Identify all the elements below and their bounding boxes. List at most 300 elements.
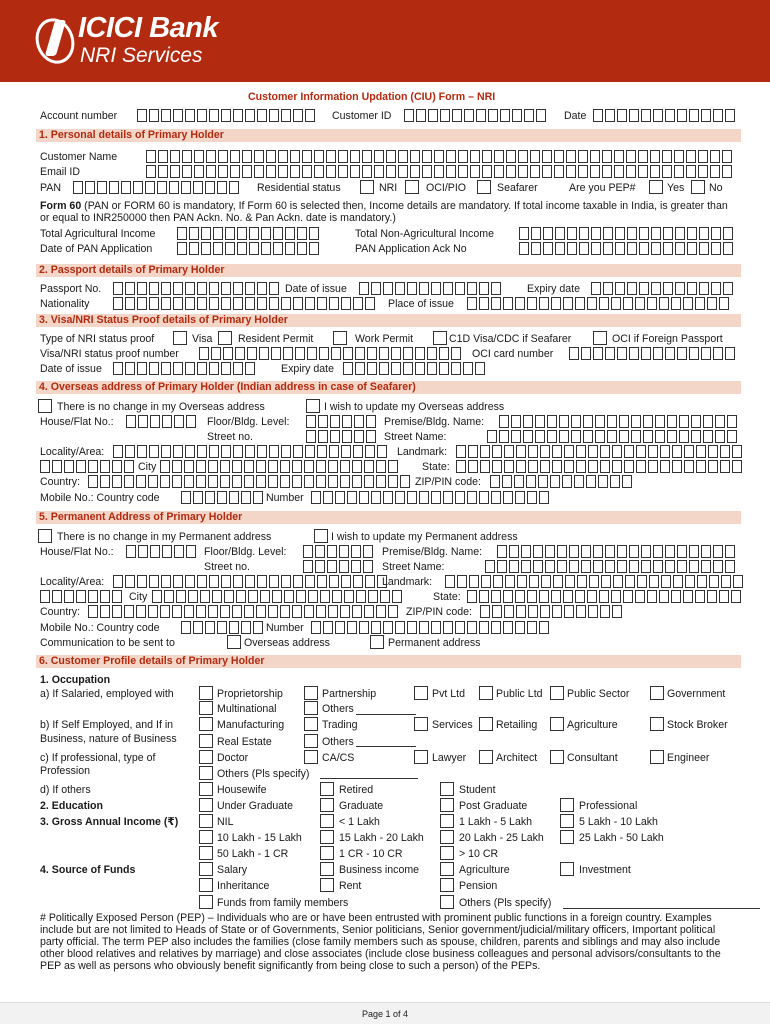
char-box[interactable] (699, 227, 709, 240)
char-box[interactable] (659, 297, 669, 310)
char-box[interactable] (197, 109, 207, 122)
char-box[interactable] (470, 165, 480, 178)
char-box[interactable] (605, 545, 615, 558)
char-box[interactable] (88, 460, 98, 473)
char-box[interactable] (125, 362, 135, 375)
char-box[interactable] (562, 475, 572, 488)
char-box[interactable] (221, 445, 231, 458)
char-box[interactable] (575, 590, 585, 603)
housewife-checkbox[interactable] (199, 782, 213, 796)
os-city-boxes[interactable] (160, 460, 400, 473)
income-15-20-checkbox[interactable] (320, 830, 334, 844)
char-box[interactable] (256, 475, 266, 488)
char-box[interactable] (152, 590, 162, 603)
char-box[interactable] (581, 545, 591, 558)
char-box[interactable] (565, 575, 575, 588)
char-box[interactable] (161, 282, 171, 295)
multinational-checkbox[interactable] (199, 701, 213, 715)
char-box[interactable] (292, 605, 302, 618)
char-box[interactable] (527, 621, 537, 634)
char-box[interactable] (160, 605, 170, 618)
char-box[interactable] (431, 282, 441, 295)
char-box[interactable] (327, 560, 337, 573)
char-box[interactable] (528, 445, 538, 458)
char-box[interactable] (727, 415, 737, 428)
char-box[interactable] (479, 621, 489, 634)
char-box[interactable] (193, 181, 203, 194)
char-box[interactable] (691, 430, 701, 443)
char-box[interactable] (257, 297, 267, 310)
char-box[interactable] (663, 282, 673, 295)
char-box[interactable] (395, 282, 405, 295)
char-box[interactable] (721, 575, 731, 588)
os-premise-boxes[interactable] (499, 415, 739, 428)
char-box[interactable] (602, 150, 612, 163)
char-box[interactable] (371, 491, 381, 504)
professional-edu-checkbox[interactable] (560, 798, 574, 812)
char-box[interactable] (455, 621, 465, 634)
char-box[interactable] (677, 109, 687, 122)
char-box[interactable] (186, 415, 196, 428)
char-box[interactable] (347, 491, 357, 504)
char-box[interactable] (169, 181, 179, 194)
char-box[interactable] (491, 590, 501, 603)
char-box[interactable] (650, 150, 660, 163)
char-box[interactable] (504, 605, 514, 618)
pm-floor-boxes[interactable] (303, 545, 375, 558)
char-box[interactable] (672, 460, 682, 473)
visa-expiry-boxes[interactable] (343, 362, 487, 375)
os-state-boxes[interactable] (456, 460, 744, 473)
char-box[interactable] (309, 242, 319, 255)
char-box[interactable] (617, 347, 627, 360)
char-box[interactable] (554, 150, 564, 163)
char-box[interactable] (331, 347, 341, 360)
char-box[interactable] (467, 282, 477, 295)
char-box[interactable] (536, 109, 546, 122)
char-box[interactable] (647, 590, 657, 603)
char-box[interactable] (629, 347, 639, 360)
char-box[interactable] (732, 460, 742, 473)
char-box[interactable] (244, 460, 254, 473)
char-box[interactable] (480, 605, 490, 618)
char-box[interactable] (687, 227, 697, 240)
char-box[interactable] (523, 415, 533, 428)
rent-checkbox[interactable] (320, 878, 334, 892)
char-box[interactable] (158, 150, 168, 163)
char-box[interactable] (443, 621, 453, 634)
char-box[interactable] (197, 282, 207, 295)
char-box[interactable] (720, 460, 730, 473)
char-box[interactable] (723, 227, 733, 240)
char-box[interactable] (366, 415, 376, 428)
customer-id-boxes[interactable] (404, 109, 548, 122)
char-box[interactable] (161, 445, 171, 458)
char-box[interactable] (533, 545, 543, 558)
char-box[interactable] (506, 150, 516, 163)
char-box[interactable] (242, 150, 252, 163)
char-box[interactable] (567, 227, 577, 240)
char-box[interactable] (311, 491, 321, 504)
char-box[interactable] (403, 362, 413, 375)
char-box[interactable] (137, 575, 147, 588)
char-box[interactable] (667, 430, 677, 443)
char-box[interactable] (530, 150, 540, 163)
char-box[interactable] (464, 109, 474, 122)
char-box[interactable] (323, 621, 333, 634)
char-box[interactable] (367, 347, 377, 360)
char-box[interactable] (268, 475, 278, 488)
char-box[interactable] (439, 362, 449, 375)
char-box[interactable] (675, 282, 685, 295)
student-checkbox[interactable] (440, 782, 454, 796)
char-box[interactable] (76, 590, 86, 603)
char-box[interactable] (339, 545, 349, 558)
char-box[interactable] (209, 109, 219, 122)
char-box[interactable] (269, 282, 279, 295)
char-box[interactable] (364, 460, 374, 473)
char-box[interactable] (677, 347, 687, 360)
char-box[interactable] (395, 621, 405, 634)
pm-premise-boxes[interactable] (497, 545, 737, 558)
char-box[interactable] (588, 605, 598, 618)
char-box[interactable] (403, 347, 413, 360)
char-box[interactable] (623, 297, 633, 310)
char-box[interactable] (242, 165, 252, 178)
char-box[interactable] (146, 165, 156, 178)
char-box[interactable] (335, 621, 345, 634)
pan-application-date-boxes[interactable] (177, 242, 321, 255)
char-box[interactable] (229, 491, 239, 504)
char-box[interactable] (617, 545, 627, 558)
char-box[interactable] (487, 430, 497, 443)
char-box[interactable] (329, 445, 339, 458)
char-box[interactable] (194, 165, 204, 178)
char-box[interactable] (603, 282, 613, 295)
char-box[interactable] (149, 575, 159, 588)
char-box[interactable] (526, 475, 536, 488)
char-box[interactable] (638, 165, 648, 178)
char-box[interactable] (531, 227, 541, 240)
char-box[interactable] (527, 590, 537, 603)
char-box[interactable] (293, 109, 303, 122)
char-box[interactable] (607, 415, 617, 428)
char-box[interactable] (516, 445, 526, 458)
income-20-25-checkbox[interactable] (440, 830, 454, 844)
char-box[interactable] (233, 297, 243, 310)
char-box[interactable] (217, 621, 227, 634)
char-box[interactable] (365, 575, 375, 588)
char-box[interactable] (365, 297, 375, 310)
char-box[interactable] (709, 575, 719, 588)
char-box[interactable] (687, 282, 697, 295)
char-box[interactable] (256, 605, 266, 618)
char-box[interactable] (542, 165, 552, 178)
char-box[interactable] (407, 621, 417, 634)
char-box[interactable] (220, 475, 230, 488)
family-funds-checkbox[interactable] (199, 895, 213, 909)
doctor-checkbox[interactable] (199, 750, 213, 764)
char-box[interactable] (201, 227, 211, 240)
place-of-issue-boxes[interactable] (467, 297, 731, 310)
char-box[interactable] (485, 560, 495, 573)
government-checkbox[interactable] (650, 686, 664, 700)
char-box[interactable] (113, 362, 123, 375)
char-box[interactable] (197, 297, 207, 310)
char-box[interactable] (137, 109, 147, 122)
proof-number-boxes[interactable] (199, 347, 463, 360)
char-box[interactable] (566, 165, 576, 178)
char-box[interactable] (328, 460, 338, 473)
char-box[interactable] (707, 297, 717, 310)
char-box[interactable] (328, 605, 338, 618)
income-5-10-checkbox[interactable] (560, 814, 574, 828)
char-box[interactable] (309, 227, 319, 240)
agri-income-boxes[interactable] (177, 227, 321, 240)
char-box[interactable] (52, 590, 62, 603)
char-box[interactable] (233, 109, 243, 122)
char-box[interactable] (194, 150, 204, 163)
char-box[interactable] (578, 150, 588, 163)
char-box[interactable] (269, 297, 279, 310)
char-box[interactable] (683, 297, 693, 310)
char-box[interactable] (364, 475, 374, 488)
char-box[interactable] (225, 227, 235, 240)
char-box[interactable] (679, 415, 689, 428)
others-employer-line[interactable] (356, 714, 416, 715)
char-box[interactable] (631, 415, 641, 428)
char-box[interactable] (564, 445, 574, 458)
char-box[interactable] (371, 282, 381, 295)
char-box[interactable] (715, 430, 725, 443)
char-box[interactable] (268, 460, 278, 473)
char-box[interactable] (720, 445, 730, 458)
char-box[interactable] (559, 430, 569, 443)
real-estate-checkbox[interactable] (199, 734, 213, 748)
char-box[interactable] (600, 460, 610, 473)
char-box[interactable] (40, 460, 50, 473)
char-box[interactable] (241, 621, 251, 634)
char-box[interactable] (197, 362, 207, 375)
char-box[interactable] (470, 150, 480, 163)
char-box[interactable] (581, 347, 591, 360)
char-box[interactable] (638, 150, 648, 163)
passport-expiry-boxes[interactable] (591, 282, 735, 295)
char-box[interactable] (196, 460, 206, 473)
seafarer-checkbox[interactable] (477, 180, 491, 194)
char-box[interactable] (504, 445, 514, 458)
char-box[interactable] (88, 590, 98, 603)
char-box[interactable] (600, 605, 610, 618)
char-box[interactable] (261, 242, 271, 255)
char-box[interactable] (467, 297, 477, 310)
c1d-visa-checkbox[interactable] (433, 331, 447, 345)
work-permit-checkbox[interactable] (333, 331, 347, 345)
char-box[interactable] (481, 575, 491, 588)
char-box[interactable] (319, 347, 329, 360)
char-box[interactable] (452, 109, 462, 122)
char-box[interactable] (148, 605, 158, 618)
char-box[interactable] (672, 445, 682, 458)
char-box[interactable] (206, 150, 216, 163)
char-box[interactable] (327, 545, 337, 558)
char-box[interactable] (302, 165, 312, 178)
passport-boxes[interactable] (113, 282, 281, 295)
char-box[interactable] (521, 560, 531, 573)
char-box[interactable] (503, 297, 513, 310)
char-box[interactable] (542, 150, 552, 163)
char-box[interactable] (245, 362, 255, 375)
char-box[interactable] (468, 460, 478, 473)
char-box[interactable] (451, 362, 461, 375)
char-box[interactable] (547, 430, 557, 443)
char-box[interactable] (627, 242, 637, 255)
others-business-line[interactable] (356, 746, 416, 747)
char-box[interactable] (112, 460, 122, 473)
char-box[interactable] (259, 347, 269, 360)
char-box[interactable] (354, 430, 364, 443)
char-box[interactable] (201, 242, 211, 255)
manufacturing-checkbox[interactable] (199, 717, 213, 731)
architect-checkbox[interactable] (479, 750, 493, 764)
char-box[interactable] (482, 150, 492, 163)
char-box[interactable] (184, 475, 194, 488)
char-box[interactable] (431, 491, 441, 504)
char-box[interactable] (100, 605, 110, 618)
pan-boxes[interactable] (73, 181, 241, 194)
char-box[interactable] (247, 347, 257, 360)
engineer-checkbox[interactable] (650, 750, 664, 764)
char-box[interactable] (673, 575, 683, 588)
char-box[interactable] (185, 282, 195, 295)
char-box[interactable] (186, 545, 196, 558)
char-box[interactable] (713, 545, 723, 558)
services-checkbox[interactable] (414, 717, 428, 731)
char-box[interactable] (330, 415, 340, 428)
char-box[interactable] (639, 282, 649, 295)
char-box[interactable] (451, 347, 461, 360)
char-box[interactable] (332, 590, 342, 603)
char-box[interactable] (244, 475, 254, 488)
char-box[interactable] (229, 181, 239, 194)
char-box[interactable] (571, 415, 581, 428)
char-box[interactable] (266, 165, 276, 178)
char-box[interactable] (661, 575, 671, 588)
char-box[interactable] (581, 560, 591, 573)
char-box[interactable] (138, 545, 148, 558)
pep-no-checkbox[interactable] (691, 180, 705, 194)
char-box[interactable] (182, 165, 192, 178)
char-box[interactable] (161, 297, 171, 310)
char-box[interactable] (305, 297, 315, 310)
char-box[interactable] (162, 415, 172, 428)
char-box[interactable] (315, 560, 325, 573)
retired-checkbox[interactable] (320, 782, 334, 796)
char-box[interactable] (528, 605, 538, 618)
char-box[interactable] (603, 227, 613, 240)
char-box[interactable] (326, 165, 336, 178)
char-box[interactable] (316, 460, 326, 473)
char-box[interactable] (622, 475, 632, 488)
char-box[interactable] (637, 575, 647, 588)
char-box[interactable] (350, 150, 360, 163)
char-box[interactable] (293, 575, 303, 588)
char-box[interactable] (253, 621, 263, 634)
char-box[interactable] (660, 445, 670, 458)
char-box[interactable] (574, 475, 584, 488)
char-box[interactable] (100, 460, 110, 473)
non-agri-income-boxes[interactable] (519, 227, 735, 240)
char-box[interactable] (711, 242, 721, 255)
os-house-boxes[interactable] (126, 415, 198, 428)
char-box[interactable] (593, 347, 603, 360)
char-box[interactable] (641, 109, 651, 122)
char-box[interactable] (193, 491, 203, 504)
char-box[interactable] (233, 575, 243, 588)
char-box[interactable] (352, 475, 362, 488)
char-box[interactable] (550, 475, 560, 488)
char-box[interactable] (113, 445, 123, 458)
char-box[interactable] (725, 109, 735, 122)
char-box[interactable] (732, 445, 742, 458)
char-box[interactable] (386, 150, 396, 163)
char-box[interactable] (149, 445, 159, 458)
pm-street-name-boxes[interactable] (485, 560, 737, 573)
char-box[interactable] (273, 227, 283, 240)
char-box[interactable] (317, 575, 327, 588)
char-box[interactable] (711, 227, 721, 240)
char-box[interactable] (209, 445, 219, 458)
investment-checkbox[interactable] (560, 862, 574, 876)
char-box[interactable] (684, 445, 694, 458)
char-box[interactable] (326, 150, 336, 163)
char-box[interactable] (552, 460, 562, 473)
char-box[interactable] (641, 545, 651, 558)
pm-country-code-boxes[interactable] (181, 621, 265, 634)
char-box[interactable] (506, 165, 516, 178)
char-box[interactable] (555, 242, 565, 255)
char-box[interactable] (602, 165, 612, 178)
char-box[interactable] (689, 560, 699, 573)
char-box[interactable] (136, 605, 146, 618)
public-sector-checkbox[interactable] (550, 686, 564, 700)
char-box[interactable] (511, 415, 521, 428)
char-box[interactable] (196, 475, 206, 488)
char-box[interactable] (209, 282, 219, 295)
char-box[interactable] (314, 150, 324, 163)
trading-checkbox[interactable] (304, 717, 318, 731)
char-box[interactable] (383, 621, 393, 634)
char-box[interactable] (172, 605, 182, 618)
char-box[interactable] (515, 491, 525, 504)
char-box[interactable] (189, 242, 199, 255)
char-box[interactable] (376, 475, 386, 488)
char-box[interactable] (643, 430, 653, 443)
income-gt10cr-checkbox[interactable] (440, 846, 454, 860)
char-box[interactable] (112, 590, 122, 603)
others-funds-checkbox[interactable] (440, 895, 454, 909)
char-box[interactable] (547, 415, 557, 428)
char-box[interactable] (353, 445, 363, 458)
char-box[interactable] (363, 545, 373, 558)
char-box[interactable] (391, 362, 401, 375)
char-box[interactable] (283, 347, 293, 360)
char-box[interactable] (587, 297, 597, 310)
char-box[interactable] (713, 347, 723, 360)
income-1-5-checkbox[interactable] (440, 814, 454, 828)
char-box[interactable] (467, 491, 477, 504)
char-box[interactable] (710, 150, 720, 163)
